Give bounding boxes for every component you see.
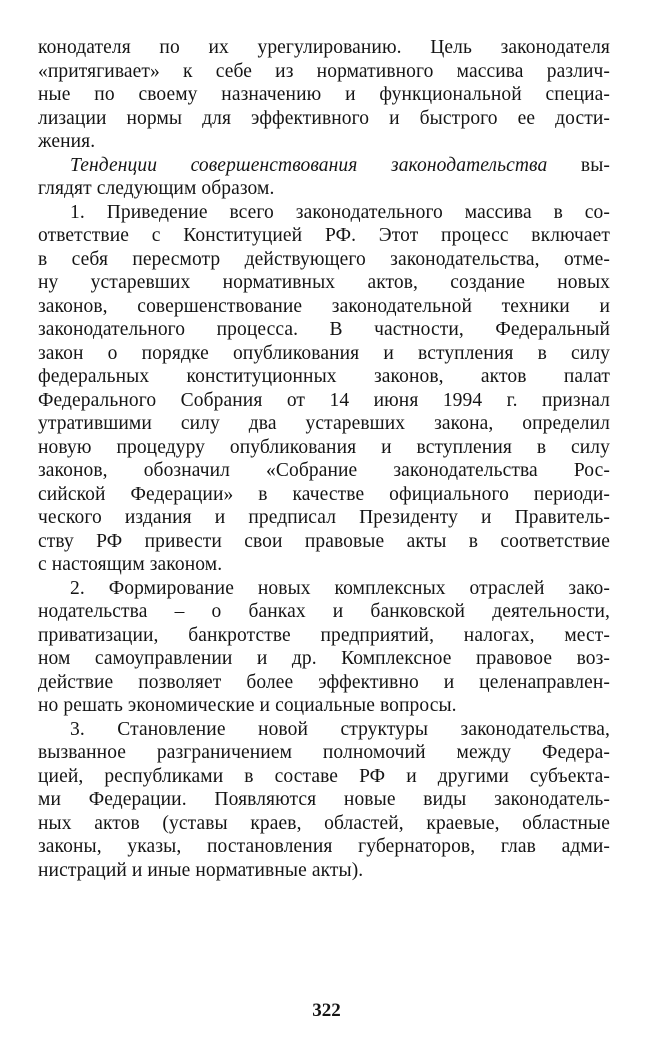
- text-line: Федерального Собрания от 14 июня 1994 г. признал: [38, 389, 610, 411]
- text-line: сийской Федерации» в качестве официального периоди-: [38, 483, 610, 505]
- text-line: конодателя по их урегулированию. Цель законодателя: [38, 37, 610, 58]
- paragraph-trends-intro: [38, 154, 610, 201]
- text-line: вызванное разграничением полномочий между Федера-: [38, 742, 610, 763]
- paragraph-item-3: [38, 718, 610, 883]
- text-line: действие позволяет более эффективно и целенаправлен-: [38, 671, 610, 693]
- text-line: 3. Становление новой структуры законодательства,: [70, 718, 610, 740]
- text-line: 2. Формирование новых комплексных отраслей зако-: [70, 577, 610, 599]
- italic-lead: Тенденции совершенствования законодательства: [70, 154, 548, 176]
- text-line: ные по своему назначению и функциональной специа-: [38, 84, 610, 105]
- text-line: федеральных конституционных законов, актов палат: [38, 366, 610, 387]
- text-line: ных актов (уставы краев, областей, краевые, областные: [38, 812, 610, 834]
- text-line: с настоящим законом.: [38, 554, 223, 575]
- text-line: лизации нормы для эффективного и быстрого ее дости-: [38, 107, 610, 129]
- text-line: новую процедуру опубликования и вступления в силу: [38, 436, 610, 458]
- page-number: 322: [312, 1000, 341, 1021]
- lead-rest: вы-: [547, 154, 611, 176]
- paragraph-item-1: [38, 201, 610, 577]
- text-line: цией, республиками в составе РФ и другими субъекта-: [38, 765, 610, 787]
- text-line: ми Федерации. Появляются новые виды законодатель-: [38, 789, 610, 810]
- text-line: законов, совершенствование законодательной техники и: [38, 295, 610, 317]
- text-line: приватизации, банкротстве предприятий, налогах, мест-: [38, 624, 610, 646]
- text-line: ном самоуправлении и др. Комплексное правовое воз-: [38, 648, 610, 669]
- text-line: жения.: [38, 131, 96, 152]
- text-line: ству РФ привести свои правовые акты в соответствие: [38, 530, 610, 552]
- text-line: «притягивает» к себе из нормативного массива различ-: [38, 60, 610, 82]
- text-line: нистраций и иные нормативные акты).: [38, 859, 364, 881]
- text-line: нодательства – о банках и банковской деятельности,: [38, 601, 610, 622]
- paragraph-continuation: [38, 36, 610, 154]
- text-line: ну устаревших нормативных актов, создание новых: [38, 272, 610, 293]
- paragraph-item-2: [38, 577, 610, 718]
- text-line: законы, указы, постановления губернаторов, глав адми-: [38, 836, 610, 857]
- text-line: утратившими силу два устаревших закона, определил: [38, 413, 610, 434]
- text-line: законодательного процесса. В частности, Федеральный: [38, 319, 610, 340]
- text-line: ческого издания и предписал Президенту и Правитель-: [38, 507, 610, 528]
- page-body: [38, 36, 610, 882]
- text-line: закон о порядке опубликования и вступления в силу: [38, 342, 610, 364]
- text-line: [38, 154, 610, 178]
- text-line: глядят следующим образом.: [38, 178, 275, 199]
- text-line: законов, обозначил «Собрание законодательства Рос-: [38, 460, 610, 481]
- text-line: ответствие с Конституцией РФ. Этот процесс включает: [38, 225, 610, 246]
- text-line: но решать экономические и социальные вопросы.: [38, 695, 457, 716]
- text-line: 1. Приведение всего законодательного массива в со-: [70, 201, 610, 223]
- text-line: в себя пересмотр действующего законодательства, отме-: [38, 248, 610, 270]
